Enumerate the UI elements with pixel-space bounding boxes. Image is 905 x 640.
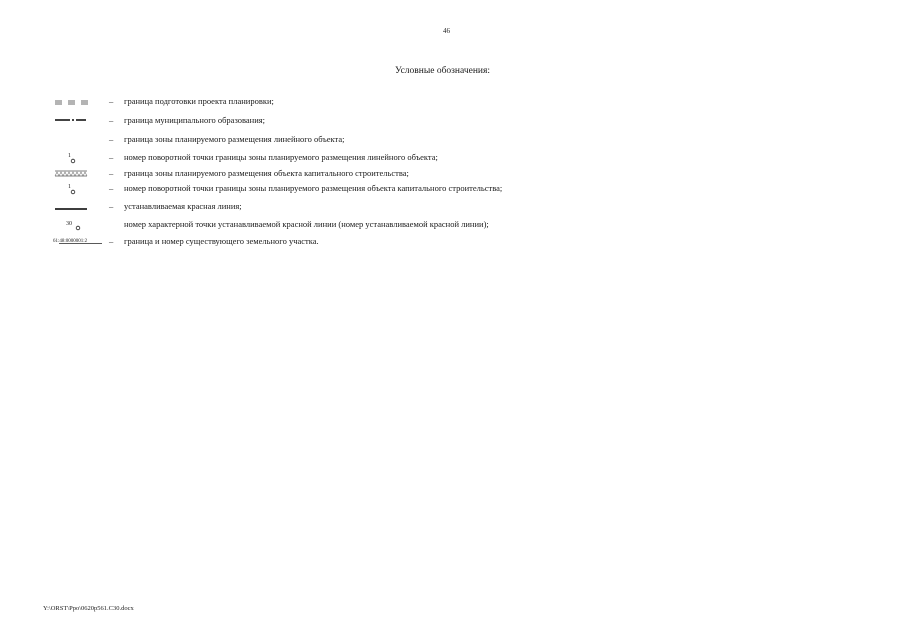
characteristic-point-icon [50,219,112,233]
legend-item-linear-turning-point [50,152,650,166]
land-plot-number: 61:48:0000001:2 [53,239,88,244]
turning-point-icon [50,183,112,197]
linear-object-zone-symbol [50,134,112,148]
legend-dash: – [109,236,114,246]
legend-text: устанавливаемая красная линия; [124,201,242,211]
page-number: 46 [443,27,450,35]
turning-point-label: 1 [68,153,71,159]
legend-item-linear-object-zone [50,134,650,148]
legend-text: граница муниципального образования; [124,115,266,125]
legend-text: номер поворотной точки границы зоны планируемого размещения линейного объекта; [124,152,438,162]
legend-item-capital-zone [50,168,650,182]
characteristic-point-label: 30 [66,221,72,227]
legend-dash: – [109,152,114,162]
land-plot-boundary-icon [50,236,112,250]
turning-point-icon [50,152,112,166]
legend-item-land-plot [50,236,650,250]
legend-item-municipal-boundary [50,115,650,129]
municipal-boundary-line-icon [50,115,112,129]
legend-dash: – [109,168,114,178]
file-path: Y:\ORST\Ppo\0620p561.C30.docx [43,605,134,612]
dashed-gray-line-icon [50,96,112,110]
legend-dash: – [109,96,114,106]
legend-dash: – [109,201,114,211]
legend-item-characteristic-point [50,219,650,233]
legend-item-red-line [50,201,650,215]
legend-text: граница зоны планируемого размещения линейного объекта; [124,134,345,144]
legend-dash: – [109,115,114,125]
legend-item-planning-boundary [50,96,650,110]
legend-title: Условные обозначения: [395,66,491,76]
capital-construction-zone-line-icon [50,168,112,182]
legend-dash: – [109,183,114,193]
legend-text: номер характерной точки устанавливаемой красной линии (номер устанавливаемой красной линии); [124,219,489,229]
turning-point-label: 1 [68,184,71,190]
legend-text: граница и номер существующего земельного участка. [124,236,319,246]
legend-item-capital-turning-point [50,183,650,197]
legend-dash: – [109,134,114,144]
red-line-icon [50,201,112,215]
legend-text: граница подготовки проекта планировки; [124,96,274,106]
legend-text: граница зоны планируемого размещения объекта капитального строительства; [124,168,409,178]
legend-text: номер поворотной точки границы зоны планируемого размещения объекта капитального строительства; [124,183,503,193]
